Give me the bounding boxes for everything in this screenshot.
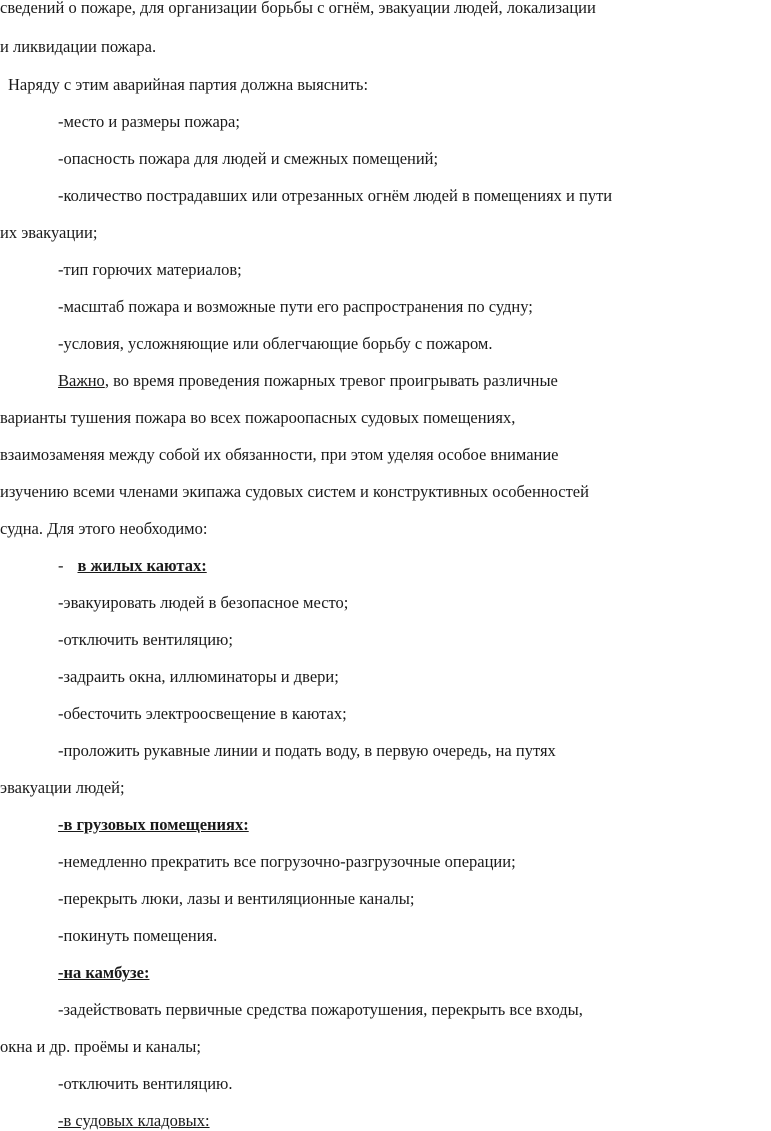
list-item: -немедленно прекратить все погрузочно-разгрузочные операции; [58,852,516,871]
list-item-continuation: окна и др. проёмы и каналы; [0,1037,201,1056]
heading-text: в жилых каютах: [77,556,207,575]
paragraph-line: взаимозаменяя между собой их обязанности, при этом уделяя особое внимание [0,445,559,464]
list-item: -обесточить электроосвещение в каютах; [58,704,347,723]
section-heading: -в судовых кладовых: [58,1111,210,1130]
paragraph-line: Наряду с этим аварийная партия должна выяснить: [8,75,369,94]
list-item: -покинуть помещения. [58,926,218,945]
paragraph-line: сведений о пожаре, для организации борьбы с огнём, эвакуации людей, локализации [0,0,596,17]
list-item: -тип горючих материалов; [58,260,242,279]
list-item: -условия, усложняющие или облегчающие борьбу с пожаром. [58,334,493,353]
list-item: -опасность пожара для людей и смежных помещений; [58,149,439,168]
section-heading [58,556,207,576]
paragraph-line: судна. Для этого необходимо: [0,519,208,538]
heading-dash: - [58,556,64,575]
paragraph-line: и ликвидации пожара. [0,37,157,56]
paragraph-line: варианты тушения пожара во всех пожароопасных судовых помещениях, [0,408,516,427]
paragraph-text: , во время проведения пожарных тревог проигрывать различные [104,371,558,390]
paragraph-line [58,371,558,391]
list-item: -эвакуировать людей в безопасное место; [58,593,349,612]
list-item: -масштаб пожара и возможные пути его распространения по судну; [58,297,533,316]
list-item: -место и размеры пожара; [58,112,240,131]
list-item: -задраить окна, иллюминаторы и двери; [58,667,339,686]
section-heading: -на камбузе: [58,963,150,982]
list-item: -задействовать первичные средства пожаротушения, перекрыть все входы, [58,1000,583,1019]
list-item: -количество пострадавших или отрезанных огнём людей в помещениях и пути [58,186,613,205]
list-item-continuation: их эвакуации; [0,223,98,242]
list-item: -отключить вентиляцию. [58,1074,233,1093]
list-item-continuation: эвакуации людей; [0,778,125,797]
list-item: -отключить вентиляцию; [58,630,233,649]
list-item: -перекрыть люки, лазы и вентиляционные каналы; [58,889,415,908]
list-item: -проложить рукавные линии и подать воду, в первую очередь, на путях [58,741,556,760]
paragraph-line: изучению всеми членами экипажа судовых систем и конструктивных особенностей [0,482,589,501]
section-heading: -в грузовых помещениях: [58,815,249,834]
underlined-word: Важно [58,371,105,390]
